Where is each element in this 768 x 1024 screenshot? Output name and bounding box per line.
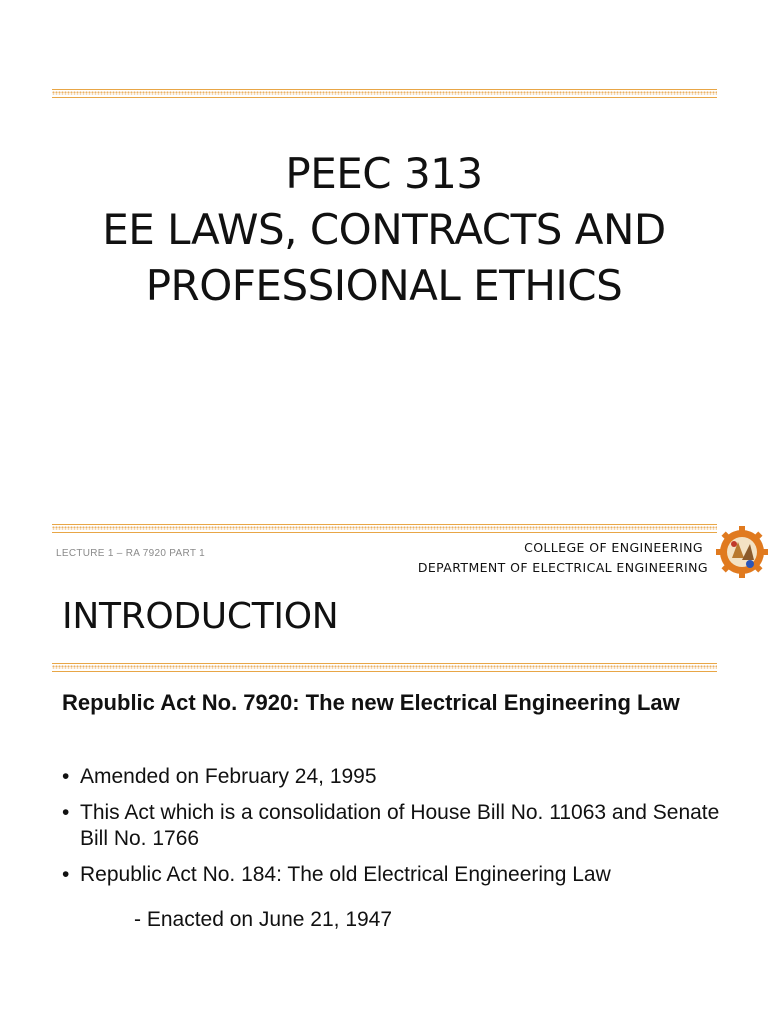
bullet-list (62, 764, 742, 898)
lecture-label: LECTURE 1 – RA 7920 PART 1 (56, 548, 205, 559)
decorative-border-top (52, 89, 717, 98)
list-item: • Republic Act No. 184: The old Electrical Engineering Law (62, 863, 611, 886)
section-title: INTRODUCTION (62, 596, 339, 637)
decorative-border-title (52, 663, 717, 672)
slide-title (0, 146, 768, 314)
list-item: • This Act which is a consolidation of House Bill No. 11063 and Senate Bill No. 1766 (62, 801, 720, 850)
sub-bullet-note: - Enacted on June 21, 1947 (134, 908, 393, 931)
title-line-2: EE LAWS, CONTRACTS AND (102, 205, 666, 254)
college-name: COLLEGE OF ENGINEERING (524, 540, 703, 555)
department-name: DEPARTMENT OF ELECTRICAL ENGINEERING (417, 560, 708, 575)
list-item: • Amended on February 24, 1995 (62, 765, 377, 788)
content-heading: Republic Act No. 7920: The new Electrical Engineering Law (62, 690, 680, 715)
title-line-3: PROFESSIONAL ETHICS (145, 261, 623, 310)
title-line-1: PEEC 313 (285, 149, 483, 198)
college-seal-icon (716, 526, 768, 578)
decorative-border-header (52, 524, 717, 533)
